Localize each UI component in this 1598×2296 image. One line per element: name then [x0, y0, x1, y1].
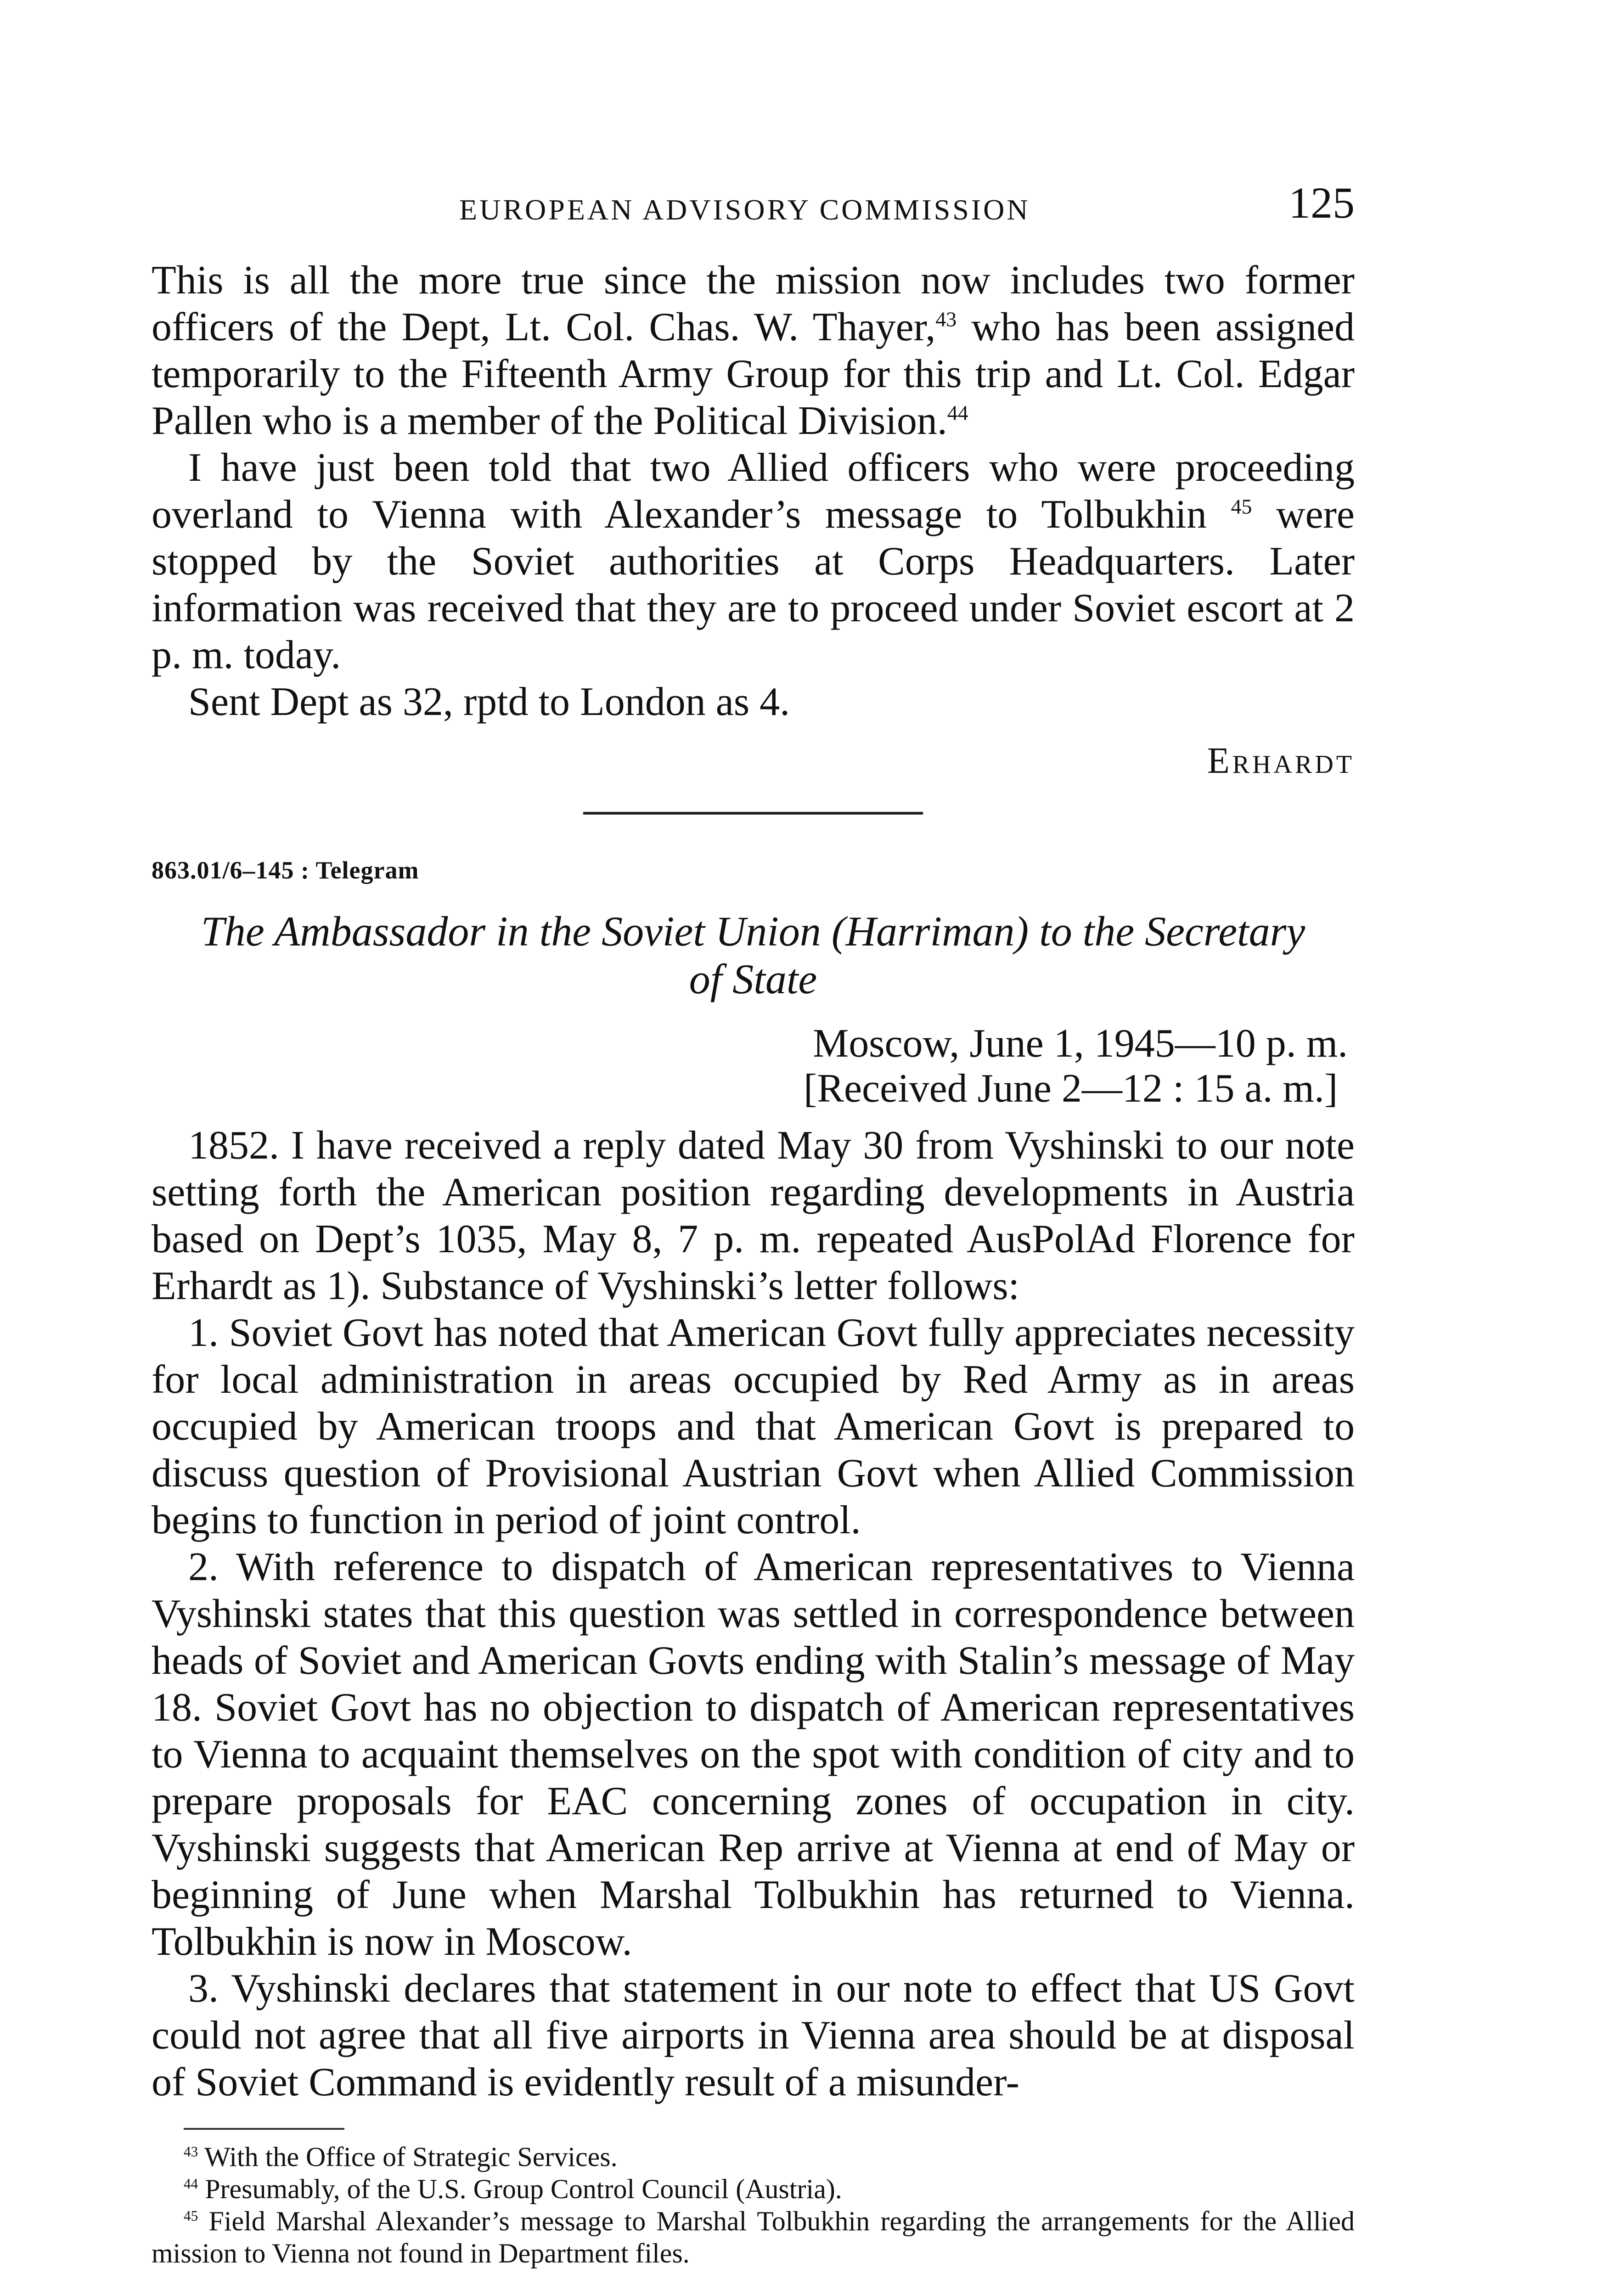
section-divider: [583, 812, 923, 815]
signature: Erhardt: [1207, 741, 1355, 781]
footnote-text: With the Office of Strategic Services.: [204, 2142, 618, 2172]
paragraph: 3. Vyshinski declares that statement in our note to effect that US Govt could not agree that all five airports in Vienna area should be at disposal of Soviet Command is evidently result of a misunder-: [152, 1966, 1355, 2105]
paragraph: [152, 445, 1355, 679]
document-title-line: of State: [689, 956, 817, 1002]
footnote-marker: 45: [184, 2208, 198, 2224]
footnote-marker: 44: [184, 2176, 198, 2192]
footnote-ref: 45: [1231, 495, 1252, 518]
page-number: 125: [1289, 178, 1355, 227]
paragraph: [152, 257, 1355, 445]
document-title-line: The Ambassador in the Soviet Union (Harriman) to the Secretary: [201, 908, 1305, 955]
footnote-ref: 43: [935, 307, 957, 331]
paragraph: 1852. I have received a reply dated May 30 from Vyshinski to our note setting forth the American position regarding developments in Austria based on Dept’s 1035, May 8, 7 p. m. repeated AusPolAd Florence for Erhardt as 1). Substance of Vyshinski’s letter follows:: [152, 1123, 1355, 1308]
paragraph-text: were stopped by the Soviet authorities at Corps Headquarters. Later information was received that they are to proceed under Soviet escort at 2 p. m. today.: [152, 492, 1355, 677]
paragraph: Sent Dept as 32, rptd to London as 4.: [188, 680, 790, 724]
file-reference: 863.01/6–145 : Telegram: [152, 856, 419, 884]
footnote: [152, 2173, 1355, 2205]
running-head: EUROPEAN ADVISORY COMMISSION: [459, 193, 1030, 226]
received-line: [Received June 2—12 : 15 a. m.]: [804, 1066, 1338, 1111]
footnotes: [152, 2141, 1355, 2269]
dateline: Moscow, June 1, 1945—10 p. m.: [813, 1021, 1348, 1066]
page-body: [152, 257, 1355, 2269]
paragraph-text: I have just been told that two Allied officers who were proceeding overland to Vienna with Alexander’s message to Tolbukhin: [152, 445, 1355, 537]
footnote-ref: 44: [947, 401, 968, 425]
footnote: [152, 2205, 1355, 2269]
page-header: [152, 174, 1355, 239]
paragraph: 1. Soviet Govt has noted that American Govt fully appreciates necessity for local administration in areas occupied by Red Army as in areas occupied by American troops and that American Govt is prepared to discuss question of Provisional Austrian Govt when Allied Commission begins to function in period of joint control.: [152, 1311, 1355, 1542]
document-title: [152, 907, 1355, 1003]
paragraph: 2. With reference to dispatch of American representatives to Vienna Vyshinski states that this question was settled in correspondence between heads of Soviet and American Govts ending with Stalin’s message of May 18. Soviet Govt has no objection to dispatch of American representatives to Vienna to acquaint themselves on the spot with condition of city and to prepare proposals for EAC concerning zones of occupation in city. Vyshinski suggests that American Rep arrive at Vienna at end of May or beginning of June when Marshal Tolbukhin has returned to Vienna. Tolbukhin is now in Moscow.: [152, 1545, 1355, 1964]
footnote-rule: [184, 2128, 344, 2130]
paragraph-text: This is all the more true since the mission now includes two former officers of the Dept, Lt. Col. Chas. W. Thayer,: [152, 258, 1355, 349]
paragraph-text: who has been assigned temporarily to the Fifteenth Army Group for this trip and Lt. Col. Edgar Pallen who is a member of the Political Division.: [152, 305, 1355, 443]
footnote-text: Presumably, of the U.S. Group Control Council (Austria).: [205, 2174, 842, 2204]
footnote-marker: 43: [184, 2144, 198, 2160]
footnote-text: Field Marshal Alexander’s message to Marshal Tolbukhin regarding the arrangements for the Allied mission to Vienna not found in Department files.: [152, 2206, 1355, 2268]
footnote: [152, 2141, 1355, 2173]
